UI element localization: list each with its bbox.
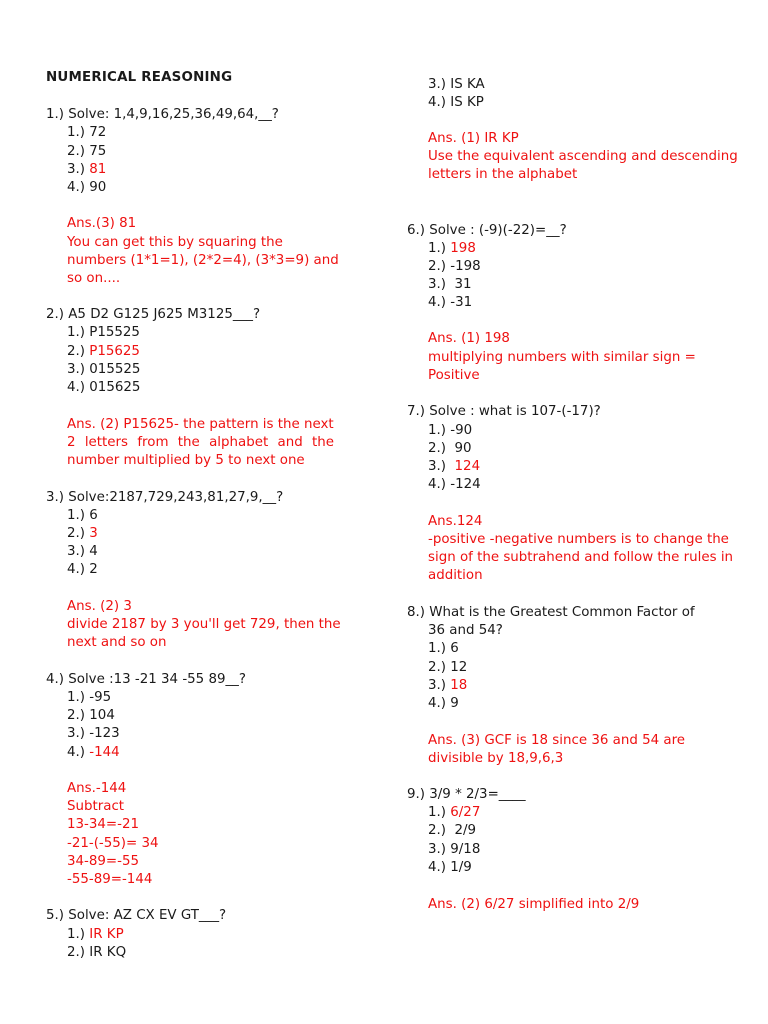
explanation-6-line-1: multiplying numbers with similar sign = [428, 350, 696, 365]
choice-2-4: 4.) 015625 [67, 380, 141, 395]
choice-7-4: 4.) -124 [428, 477, 481, 492]
explanation-2-line-1: Ans. (2) P15625- the pattern is the next [67, 417, 334, 432]
question-1: 1.) Solve: 1,4,9,16,25,36,49,64,__? [46, 107, 279, 122]
question-3: 3.) Solve:2187,729,243,81,27,9,__? [46, 490, 284, 505]
choice-4-1: 1.) -95 [67, 690, 112, 705]
explanation-4-line-3: -21-(-55)= 34 [67, 836, 159, 851]
explanation-7-line-1: -positive -negative numbers is to change the [428, 532, 729, 547]
choice-3-3: 3.) 4 [67, 544, 98, 559]
explanation-5-line-1: Use the equivalent ascending and descending [428, 149, 738, 164]
choice-5-2: 2.) IR KQ [67, 945, 127, 960]
choice-7-3: 3.) 124 [428, 459, 481, 474]
explanation-3-line-2: next and so on [67, 635, 167, 650]
explanation-7-line-2: sign of the subtrahend and follow the rules in [428, 550, 734, 565]
explanation-4-line-2: 13-34=-21 [67, 817, 140, 832]
choice-5-3: 3.) IS KA [428, 77, 485, 92]
choice-4-3: 3.) -123 [67, 726, 120, 741]
explanation-4-line-4: 34-89=-55 [67, 854, 140, 869]
choice-6-4: 4.) -31 [428, 295, 473, 310]
explanation-1-line-1: You can get this by squaring the [67, 235, 283, 250]
explanation-8-line-2: divisible by 18,9,6,3 [428, 751, 564, 766]
choice-9-4: 4.) 1/9 [428, 860, 472, 875]
answer-5: Ans. (1) IR KP [428, 131, 519, 146]
answer-7: Ans.124 [428, 514, 483, 529]
explanation-1-line-3: so on.... [67, 271, 121, 286]
explanation-6-line-2: Positive [428, 368, 480, 383]
choice-9-1: 1.) 6/27 [428, 805, 481, 820]
choice-6-1: 1.) 198 [428, 241, 476, 256]
choice-2-3: 3.) 015525 [67, 362, 141, 377]
explanation-7-line-3: addition [428, 568, 483, 583]
choice-7-2: 2.) 90 [428, 441, 472, 456]
choice-1-3: 3.) 81 [67, 162, 107, 177]
choice-8-4: 4.) 9 [428, 696, 459, 711]
choice-4-4: 4.) -144 [67, 745, 120, 760]
answer-4: Ans.-144 [67, 781, 127, 796]
choice-5-4: 4.) IS KP [428, 95, 484, 110]
question-9: 9.) 3/9 * 2/3=____ [407, 787, 526, 802]
answer-3: Ans. (2) 3 [67, 599, 132, 614]
explanation-8-line-1: Ans. (3) GCF is 18 since 36 and 54 are [428, 733, 686, 748]
choice-2-2: 2.) P15625 [67, 344, 140, 359]
explanation-4-line-1: Subtract [67, 799, 125, 814]
choice-3-1: 1.) 6 [67, 508, 98, 523]
choice-3-2: 2.) 3 [67, 526, 98, 541]
choice-4-2: 2.) 104 [67, 708, 115, 723]
question-5: 5.) Solve: AZ CX EV GT___? [46, 908, 227, 923]
question-7: 7.) Solve : what is 107-(-17)? [407, 404, 601, 419]
question-8-line-1: 8.) What is the Greatest Common Factor of [407, 605, 695, 620]
question-2: 2.) A5 D2 G125 J625 M3125___? [46, 307, 261, 322]
answer-6: Ans. (1) 198 [428, 331, 510, 346]
choice-9-3: 3.) 9/18 [428, 842, 481, 857]
choice-6-3: 3.) 31 [428, 277, 472, 292]
explanation-2-line-3: number multiplied by 5 to next one [67, 453, 305, 468]
explanation-2-line-2: 2 letters from the alphabet and the [67, 435, 334, 450]
choice-8-1: 1.) 6 [428, 641, 459, 656]
choice-6-2: 2.) -198 [428, 259, 481, 274]
choice-1-1: 1.) 72 [67, 125, 107, 140]
choice-2-1: 1.) P15525 [67, 325, 140, 340]
answer-1: Ans.(3) 81 [67, 216, 137, 231]
question-4: 4.) Solve :13 -21 34 -55 89__? [46, 672, 246, 687]
choice-8-2: 2.) 12 [428, 660, 468, 675]
explanation-1-line-2: numbers (1*1=1), (2*2=4), (3*3=9) and [67, 253, 339, 268]
explanation-4-line-5: -55-89=-144 [67, 872, 153, 887]
choice-8-3: 3.) 18 [428, 678, 468, 693]
choice-1-2: 2.) 75 [67, 144, 107, 159]
explanation-3-line-1: divide 2187 by 3 you'll get 729, then the [67, 617, 341, 632]
question-8-line-2: 36 and 54? [428, 623, 503, 638]
choice-3-4: 4.) 2 [67, 562, 98, 577]
question-6: 6.) Solve : (-9)(-22)=__? [407, 223, 567, 238]
choice-9-2: 2.) 2/9 [428, 823, 477, 838]
choice-1-4: 4.) 90 [67, 180, 107, 195]
answer-9: Ans. (2) 6/27 simplified into 2/9 [428, 897, 640, 912]
choice-7-1: 1.) -90 [428, 423, 473, 438]
page-heading: NUMERICAL REASONING [46, 70, 233, 85]
choice-5-1: 1.) IR KP [67, 927, 124, 942]
explanation-5-line-2: letters in the alphabet [428, 167, 578, 182]
